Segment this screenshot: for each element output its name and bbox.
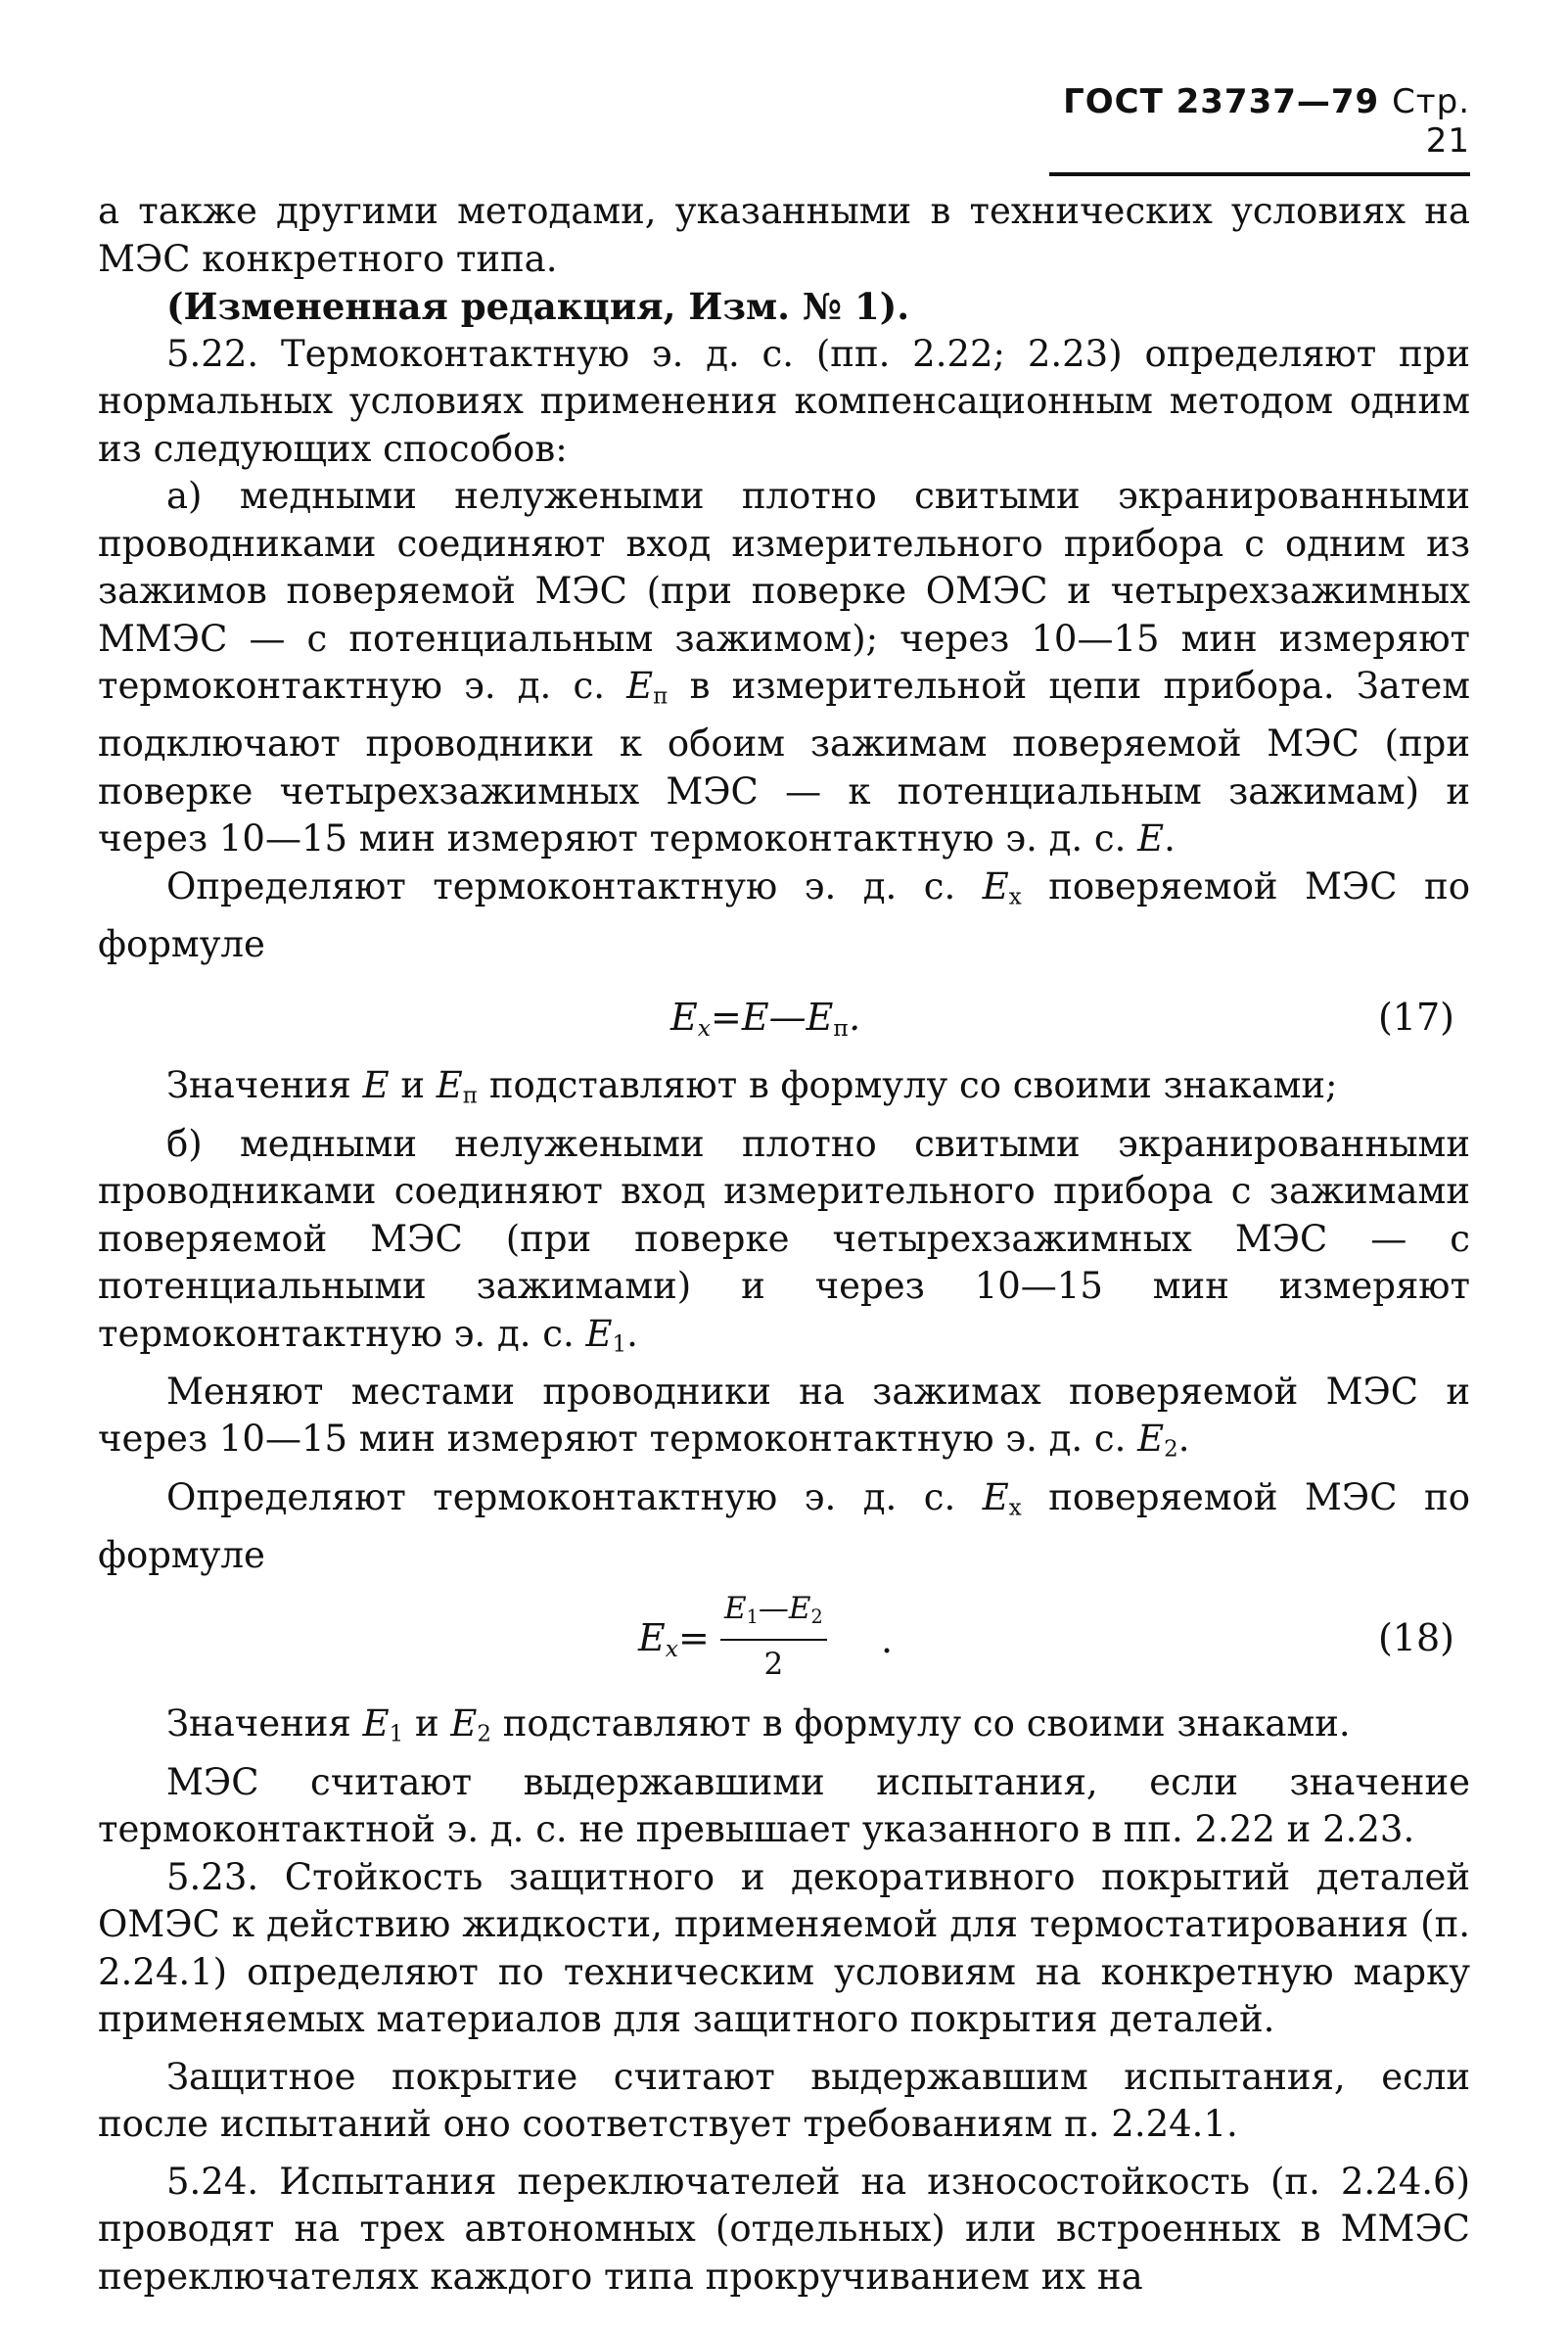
symbol-E: E — [982, 864, 1009, 908]
section-5-22: 5.22. Термоконтактную э. д. с. (пп. 2.22; 2.23) определяют при нормальных условиях применения компенсационным методом одним из следующих способов: — [98, 332, 1470, 470]
paragraph: Значения $E_1$ и $E_2$ подставляют в формулу со своими знаками. — [166, 1702, 1351, 1748]
symbol-E: E — [1137, 817, 1165, 861]
symbol-E: E — [626, 665, 654, 707]
paragraph: Определяют термоконтактную э. д. с. $E_x$ поверяемой МЭС по формуле — [98, 1475, 1470, 1576]
section-5-23: 5.23. Стойкость защитного и декоративного покрытий деталей ОМЭС к действию жидкости, применяемой для термостатирования (п. 2.24.1) определяют по техническим условиям на конкретную марку применяемых материалов для защитного покрытия деталей. — [98, 1855, 1470, 2041]
symbol-subscript: x — [1008, 884, 1022, 910]
paragraph: Меняют местами проводники на зажимах поверяемой МЭС и через 10—15 мин измеряют термоконтактную э. д. с. $E_2$. — [98, 1370, 1470, 1464]
paragraph: Защитное покрытие считают выдержавшим испытания, если после испытаний оно соответствует требованиям п. 2.24.1. — [98, 2055, 1470, 2146]
formula-17-number: (17) — [1377, 996, 1454, 1040]
section-5-24: 5.24. Испытания переключателей на износостойкость (п. 2.24.6) проводят на трех автономных (отдельных) или встроенных в ММЭС переключателях каждого типа прокручиванием их на — [98, 2160, 1470, 2298]
fraction-denominator: 2 — [763, 1647, 784, 1683]
method-a-text-1: а) медными нелужеными плотно свитыми экранированными проводниками соединяют вход измерительного прибора с одним из зажимов поверяемой МЭС (при поверке ОМЭС и четырехзажимных ММЭС — с потенциальным зажимом); через 10—15 мин измеряют термоконтактную э. д. с. — [98, 475, 1470, 707]
paragraph: МЭС считают выдержавшими испытания, если значение термоконтактной э. д. с. не превышает указанного в пп. 2.22 и 2.23. — [98, 1760, 1470, 1851]
paragraph — [98, 863, 1470, 969]
amendment-note: (Измененная редакция, Изм. № 1). — [166, 285, 910, 328]
method-a-text-2: в измерительной цепи прибора. Затем подключают проводники к обоим зажимам поверяемой МЭС (при поверке четырехзажимных МЭС — к потенциальным зажимам) и через 10—15 мин измеряют термоконтактную э. д. с. — [98, 665, 1471, 861]
page-header — [1049, 82, 1470, 176]
method-a-paragraph: а) медными нелужеными плотно свитыми экранированными проводниками соединяют вход измерительного прибора с одним из зажимов поверяемой МЭС (при поверке ОМЭС и четырехзажимных ММЭС — с потенциальным зажимом); через 10—15 мин измеряют термоконтактную э. д. с. $E_п$ в измерительной цепи прибора. Затем подключают проводники к обоим зажимам поверяемой МЭС (при поверке четырехзажимных МЭС — к потенциальным зажимам) и через 10—15 мин измеряют термоконтактную э. д. с. E. — [98, 475, 1471, 861]
paragraph: Значения E и $E_п$ подставляют в формулу со своими знаками; — [166, 1064, 1338, 1110]
fraction-numerator: $E_1—E_2$ — [720, 1589, 827, 1641]
formula-18-number: (18) — [1377, 1616, 1454, 1660]
paragraph-text: Определяют термоконтактную э. д. с. — [166, 864, 956, 908]
formula-17-expression: $E_x=E—E_п$. — [670, 996, 861, 1043]
page-number: Стр. 21 — [1392, 82, 1470, 161]
paragraph-text: поверяемой МЭС по формуле — [98, 864, 1470, 965]
formula-17 — [98, 968, 1470, 1062]
paragraph: а также другими методами, указанными в технических условиях на МЭС конкретного типа. — [98, 190, 1470, 280]
document-page — [98, 0, 1470, 2327]
method-b-paragraph: б) медными нелужеными плотно свитыми экранированными проводниками соединяют вход измерительного прибора с зажимами поверяемой МЭС (при поверке четырехзажимных МЭС — с потенциальными зажимами) и через 10—15 мин измеряют термоконтактную э. д. с. $E_1$. — [98, 1122, 1470, 1358]
formula-18: $E_x=$ $\frac{E_1—E_2}{2}$ . (18) — [638, 1591, 1454, 1683]
symbol-subscript: п — [653, 683, 669, 710]
document-body — [98, 188, 1470, 2301]
document-code: ГОСТ 23737—79 — [1063, 82, 1380, 121]
formula-18-fraction — [720, 1589, 827, 1684]
formula-18-lhs: $E_x=$ — [638, 1616, 710, 1663]
